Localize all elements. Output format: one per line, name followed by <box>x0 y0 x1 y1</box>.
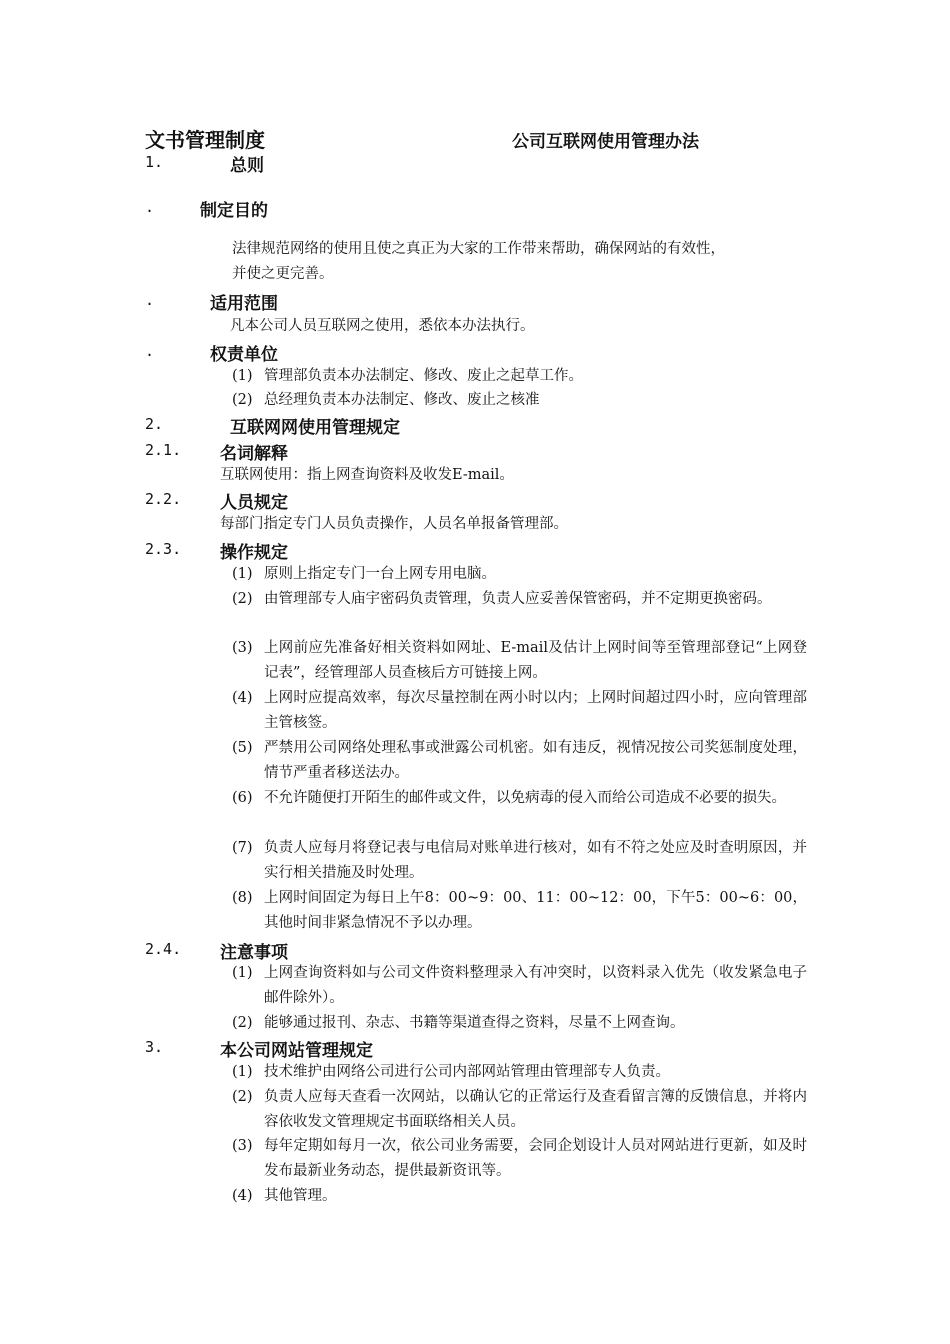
list-item-text: 上网前应先准备好相关资料如网址、E-mail及估计上网时间等至管理部登记“上网登记表”，经管理部人员查核后方可链接上网。 <box>264 640 807 681</box>
list-item-text: 上网时应提高效率，每次尽量控制在两小时以内；上网时间超过四小时，应向管理部主管核签。 <box>264 690 807 731</box>
document-title: 文书管理制度 <box>145 128 265 152</box>
subsection-2-3-number: 2.3. <box>145 540 182 558</box>
scope-heading: 适用范围 <box>210 294 278 314</box>
list-item-marker: (4) <box>232 690 253 706</box>
list-item-text: 其他管理。 <box>264 1188 337 1204</box>
personnel-text: 每部门指定专门人员负责操作，人员名单报备管理部。 <box>220 516 568 532</box>
list-item-text: 负责人应每月将登记表与电信局对账单进行核对，如有不符之处应及时查明原因，并实行相关措施及时处理。 <box>264 840 807 881</box>
list-item-marker: (2) <box>232 1089 253 1105</box>
subsection-2-4-title: 注意事项 <box>220 943 288 963</box>
list-item-marker: (1) <box>232 965 253 981</box>
list-item-marker: (8) <box>232 890 253 906</box>
list-item <box>232 587 807 612</box>
list-item <box>232 1060 807 1085</box>
subsection-2-1-title: 名词解释 <box>220 444 288 464</box>
list-item <box>232 886 807 936</box>
purpose-text-line-2: 并使之更完善。 <box>232 266 334 282</box>
subsection-2-1-number: 2.1. <box>145 441 182 459</box>
list-item-text: 上网查询资料如与公司文件资料整理录入有冲突时，以资料录入优先（收发紧急电子邮件除外）。 <box>264 965 807 1006</box>
authority-marker: . <box>145 342 155 360</box>
list-item-marker: (1) <box>232 368 253 384</box>
scope-marker: . <box>145 291 155 309</box>
list-item <box>232 786 807 811</box>
list-item-marker: (5) <box>232 740 253 756</box>
section-3-number: 3. <box>145 1038 164 1056</box>
section-2-number: 2. <box>145 415 164 433</box>
definition-text: 互联网使用：指上网查询资料及收发E-mail。 <box>220 467 514 483</box>
list-item-marker: (6) <box>232 790 253 806</box>
section-2-title: 互联网网使用管理规定 <box>230 418 400 438</box>
list-item-marker: (2) <box>232 591 253 607</box>
section-1-title: 总则 <box>230 156 264 176</box>
list-item-text: 上网时间固定为每日上午8：00~9：00、11：00~12：00，下午5：00~6：00，其他时间非紧急情况不予以办理。 <box>264 890 807 931</box>
list-item-text: 原则上指定专门一台上网专用电脑。 <box>264 566 496 582</box>
list-item-text: 负责人应每天查看一次网站，以确认它的正常运行及查看留言簿的反馈信息，并将内容依收发文管理规定书面联络相关人员。 <box>264 1089 807 1130</box>
scope-text: 凡本公司人员互联网之使用，悉依本办法执行。 <box>230 318 535 334</box>
list-item-marker: (3) <box>232 640 253 656</box>
list-item <box>232 1011 807 1036</box>
list-item <box>232 562 807 587</box>
subsection-2-2-title: 人员规定 <box>220 493 288 513</box>
list-item-marker: (1) <box>232 1064 253 1080</box>
section-3-title: 本公司网站管理规定 <box>220 1041 373 1061</box>
list-item-marker: (3) <box>232 1138 253 1154</box>
list-item-text: 不允许随便打开陌生的邮件或文件，以免病毒的侵入而给公司造成不必要的损失。 <box>264 790 786 806</box>
purpose-heading: 制定目的 <box>200 201 268 221</box>
list-item <box>232 388 807 413</box>
list-item-text: 严禁用公司网络处理私事或泄露公司机密。如有违反，视情况按公司奖惩制度处理，情节严重者移送法办。 <box>264 740 807 781</box>
list-item-text: 总经理负责本办法制定、修改、废止之核准 <box>264 392 540 408</box>
list-item-marker: (4) <box>232 1188 253 1204</box>
authority-heading: 权责单位 <box>210 345 278 365</box>
list-item <box>232 1134 807 1184</box>
purpose-marker: . <box>145 198 155 216</box>
list-item-text: 每年定期如每月一次，依公司业务需要，会同企划设计人员对网站进行更新，如及时发布最新业务动态，提供最新资讯等。 <box>264 1138 807 1179</box>
list-item-marker: (2) <box>232 1015 253 1031</box>
list-item-text: 管理部负责本办法制定、修改、废止之起草工作。 <box>264 368 583 384</box>
subsection-2-4-number: 2.4. <box>145 940 182 958</box>
purpose-text-line-1: 法律规范网络的使用且使之真正为大家的工作带来帮助，确保网站的有效性， <box>232 241 725 257</box>
subsection-2-2-number: 2.2. <box>145 490 182 508</box>
list-item-marker: (2) <box>232 392 253 408</box>
list-item <box>232 364 807 389</box>
list-item <box>232 736 807 786</box>
list-item-text: 由管理部专人庙宇密码负责管理，负责人应妥善保管密码，并不定期更换密码。 <box>264 591 772 607</box>
list-item <box>232 1085 807 1135</box>
list-item <box>232 1184 807 1209</box>
list-item-text: 技术维护由网络公司进行公司内部网站管理由管理部专人负责。 <box>264 1064 670 1080</box>
list-item <box>232 961 807 1011</box>
policy-title: 公司互联网使用管理办法 <box>512 132 699 152</box>
list-item <box>232 836 807 886</box>
list-item-text: 能够通过报刊、杂志、书籍等渠道查得之资料，尽量不上网查询。 <box>264 1015 685 1031</box>
section-1-number: 1. <box>145 153 164 171</box>
list-item <box>232 686 807 736</box>
subsection-2-3-title: 操作规定 <box>220 543 288 563</box>
list-item <box>232 636 807 686</box>
list-item-marker: (7) <box>232 840 253 856</box>
list-item-marker: (1) <box>232 566 253 582</box>
